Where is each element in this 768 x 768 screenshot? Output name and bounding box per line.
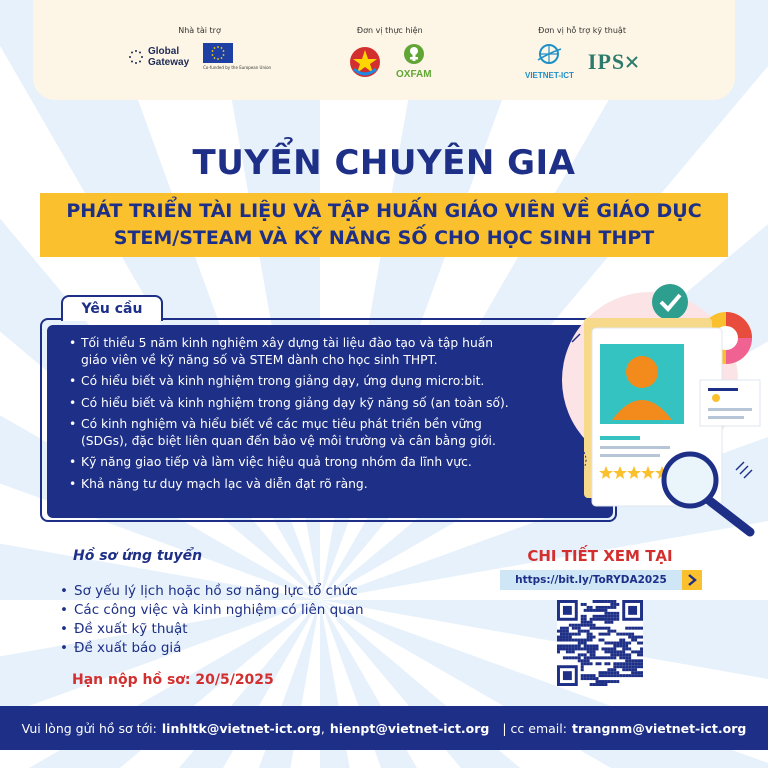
details-link-bar[interactable] — [500, 570, 702, 590]
details-link[interactable]: https://bit.ly/ToRYDA2025 — [515, 574, 667, 586]
requirement-item: • Có hiểu biết và kinh nghiệm trong giảng dạy kỹ năng số (an toàn số). — [69, 395, 599, 412]
donor-group — [128, 26, 271, 70]
deadline-text: Hạn nộp hồ sơ: 20/5/2025 — [72, 672, 274, 688]
application-title: Hồ sơ ứng tuyển — [73, 548, 203, 564]
implementer-label: Đơn vị thực hiện — [356, 26, 423, 35]
global-gateway-icon — [128, 49, 144, 65]
subtitle-text: PHÁT TRIỂN TÀI LIỆU VÀ TẬP HUẤN GIÁO VIÊN VỀ GIÁO DỤC STEM/STEAM VÀ KỸ NĂNG SỐ CHO HỌC SINH THPT — [66, 200, 702, 249]
qr-code-icon[interactable] — [557, 600, 643, 686]
requirement-item: • Kỹ năng giao tiếp và làm việc hiệu quả trong nhóm đa lĩnh vực. — [69, 454, 599, 471]
main-title: TUYỂN CHUYÊN GIA — [192, 143, 576, 183]
subtitle-band — [40, 193, 728, 257]
requirement-item: • Có hiểu biết và kinh nghiệm trong giảng dạy, ứng dụng micro:bit. — [69, 373, 599, 390]
footer-bar — [0, 706, 768, 750]
requirement-item: • Khả năng tư duy mạch lạc và diễn đạt rõ ràng. — [69, 476, 599, 493]
oxfam-logo — [396, 43, 432, 80]
requirements-panel — [47, 325, 613, 518]
global-gateway-logo — [128, 46, 189, 68]
application-item: • Các công việc và kinh nghiệm có liên quan — [60, 601, 364, 620]
sponsor-header — [33, 0, 735, 100]
email-link-2[interactable]: hienpt@vietnet-ict.org — [329, 720, 490, 736]
application-item: • Sơ yếu lý lịch hoặc hồ sơ năng lực tổ chức — [60, 582, 364, 601]
requirements-tab: Yêu cầu — [61, 295, 163, 321]
requirement-item: • Có kinh nghiệm và hiểu biết về các mục tiêu phát triển bền vững (SDGs), đặc biệt liên quan đến bảo vệ môi trường và cân bằng giới. — [69, 416, 599, 449]
footer-prefix: Vui lòng gửi hồ sơ tới: — [21, 720, 157, 736]
gg-line-1: Global — [148, 45, 180, 57]
checkmark-badge-icon — [652, 284, 688, 320]
ips-cross-icon — [625, 55, 639, 69]
details-title: CHI TIẾT XEM TẠI — [527, 547, 673, 565]
avatar-head — [626, 356, 658, 388]
tech-support-label: Đơn vị hỗ trợ kỹ thuật — [538, 26, 626, 35]
vietnet-logo — [525, 43, 574, 80]
vietnet-text: VIETNET-ICT — [525, 71, 574, 80]
ips-logo — [588, 49, 639, 75]
magnifier-icon — [664, 454, 750, 532]
footer-comma: , — [320, 720, 325, 736]
profile-illustration — [540, 280, 768, 540]
requirements-list — [69, 335, 599, 492]
oxfam-text: OXFAM — [396, 69, 432, 80]
application-item: • Đề xuất báo giá — [60, 639, 364, 658]
oxfam-logo-icon — [403, 43, 425, 65]
donor-label: Nhà tài trợ — [178, 26, 221, 35]
eu-flag-icon — [203, 43, 233, 63]
gg-line-2: Gateway — [148, 56, 190, 68]
decor-circle — [554, 444, 586, 476]
tech-support-group — [525, 26, 639, 80]
youth-union-emblem-icon — [348, 45, 382, 79]
application-item: • Đề xuất kỹ thuật — [60, 620, 364, 639]
implementer-group — [348, 26, 432, 80]
email-link-3[interactable]: trangnm@vietnet-ict.org — [571, 720, 747, 736]
eu-caption: Co-funded by the European Union — [203, 65, 272, 70]
ips-text: IPS — [587, 48, 626, 74]
side-sheet — [700, 380, 760, 426]
requirement-item: • Tối thiểu 5 năm kinh nghiệm xây dựng tài liệu đào tạo và tập huấn giáo viên về kỹ năng số và STEM dành cho học sinh THPT. — [69, 335, 599, 368]
footer-cc-label: | cc email: — [502, 720, 567, 736]
eu-logo — [203, 43, 271, 70]
email-link-1[interactable]: linhltk@vietnet-ict.org — [161, 720, 321, 736]
application-list — [60, 582, 364, 658]
chevron-right-icon[interactable] — [682, 570, 702, 590]
vietnet-globe-icon — [535, 43, 563, 67]
